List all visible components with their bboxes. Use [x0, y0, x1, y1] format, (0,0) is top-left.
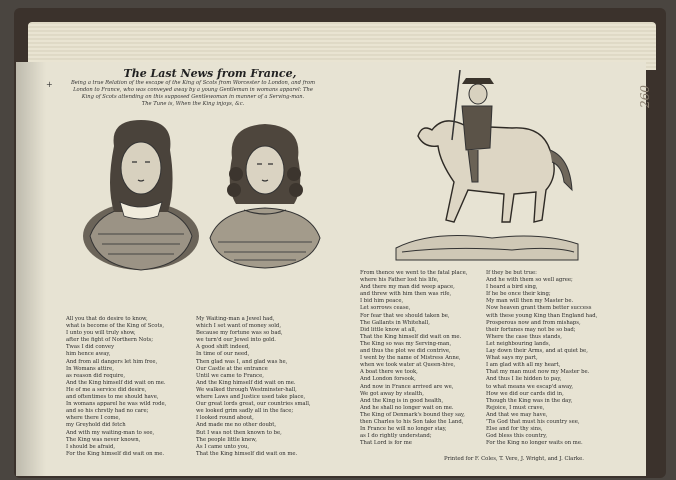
- verse-line: For the King himself did wait on me.: [66, 450, 165, 457]
- verse-line: My Waiting-man a Jewel had,: [196, 316, 275, 322]
- verse-line: Now heaven grant them better success: [486, 305, 592, 312]
- verse-line: In time of our need,: [196, 351, 250, 358]
- verse-line: Did little know at all,: [360, 326, 417, 333]
- verse-line: In France he will no longer stay,: [360, 426, 447, 433]
- verse-line: Else and for thy sins,: [486, 426, 543, 433]
- verse-line: 'Tis God that must his country see,: [486, 418, 580, 425]
- verse-line: And he with them so well agree;: [486, 277, 573, 284]
- verse-line: For the King no longer waits on me.: [486, 440, 583, 447]
- verse-line: And thus I lie hidden to pay,: [486, 376, 562, 383]
- verse-line: Lay down their Arms, and at quiet be,: [486, 348, 588, 355]
- verse-line: That the King himself did wait on me.: [196, 450, 298, 457]
- verse-line: And made me no other doubt,: [196, 422, 277, 429]
- verse-line: In womans apparel he was wild rode,: [66, 401, 167, 408]
- verse-line: Twas I did convey: [66, 344, 115, 351]
- verse-line: Prosperous now and from mishaps,: [486, 319, 581, 326]
- verse-line: The King so was my Serving-man,: [360, 340, 452, 347]
- verse-line: What says my part,: [486, 355, 538, 362]
- verse-line: and oftentimes to me should have,: [66, 394, 159, 401]
- verse-line: If he be once their king;: [486, 291, 551, 298]
- verse-line: All you that do desire to know,: [66, 316, 148, 322]
- verse-line: as reason did require,: [66, 372, 126, 379]
- verse-line: And the King himself did wait on me.: [196, 379, 296, 386]
- folio-number: 260: [638, 85, 652, 108]
- verse-line: I am glad with all my heart,: [486, 362, 561, 369]
- verse-line: their fortunes may not be so bad;: [486, 326, 576, 333]
- verse-line: In Womans attire,: [66, 365, 114, 372]
- verse-line: The Gallants in Whitehall,: [360, 319, 430, 326]
- verse-line: Then glad was I, and glad was he,: [196, 358, 288, 365]
- verse-line: Because my fortune was so bad,: [196, 330, 283, 337]
- verse-line: The people little knew,: [196, 436, 257, 443]
- verse-line: what is become of the King of Scots,: [66, 323, 165, 330]
- verse-line: and threw with him then was rife,: [360, 291, 452, 298]
- verse-line: And now in France arrived are we,: [360, 383, 454, 390]
- verse-line: Let sorrows cease,: [360, 305, 411, 312]
- verse-line: I should be afraid,: [66, 443, 116, 450]
- verse-line: which I set want of money sold,: [196, 323, 282, 330]
- verse-line: Until we came to France,: [196, 372, 264, 379]
- verse-line: to what means we escap'd away,: [486, 383, 574, 390]
- verse-line: him hence away,: [66, 351, 111, 358]
- verse-line: And from all dangers let him free,: [66, 358, 158, 365]
- king-portrait-woodcut: [80, 116, 202, 272]
- verse-line: I looked round about,: [196, 415, 254, 422]
- verse-line: I unto you will truly show,: [66, 330, 136, 337]
- verse-line: I bid him peace,: [360, 298, 404, 305]
- verse-column-1: [66, 316, 166, 458]
- subtitle-line: King of Scots attending on this supposed Gentlewoman in manner of a Serving-man.: [81, 94, 305, 100]
- subtitle-line: The Tune is, When the King injoys, &c.: [141, 101, 245, 107]
- verse-line: and thus the plot we did contrive,: [360, 348, 451, 355]
- verse-line: Where the case thus stands,: [486, 333, 562, 340]
- verse-line: we looked grim sadly all in the face;: [196, 408, 294, 415]
- subtitle-line: London to France, who was conveyed away by a young Gentleman in womans apparel: The: [73, 87, 313, 93]
- verse-line: As I came unto you,: [196, 443, 250, 450]
- verse-line: after the fight of Northern Nots;: [66, 337, 154, 344]
- ballad-title: The Last News from France,: [123, 67, 297, 80]
- verse-line: If they be but true:: [486, 270, 537, 276]
- verse-line: Let neighbouring lands,: [486, 340, 551, 347]
- verse-line: as I do rightly understand;: [360, 433, 432, 440]
- verse-line: That Lord is for me: [360, 440, 412, 447]
- verse-line: The King was never known,: [66, 436, 141, 443]
- verse-line: I heard a bird sing,: [486, 284, 538, 291]
- verse-column-4: [486, 270, 597, 447]
- verse-line: And London forsook,: [360, 376, 416, 383]
- verse-line: The King of Denmark's bound they say,: [360, 411, 465, 418]
- verse-line: From thence we went to the fatal place,: [360, 270, 468, 276]
- cross-mark: +: [46, 80, 53, 89]
- horseman-woodcut: [392, 70, 580, 266]
- verse-line: where there I come,: [66, 415, 121, 422]
- verse-line: Rejoice, I must crave,: [486, 404, 545, 411]
- verse-line: and so his chrstly had no care;: [66, 408, 149, 415]
- verse-line: where Laws and Justice used take place,: [196, 394, 306, 401]
- verse-line: when we took water at Queen-hive,: [360, 362, 456, 369]
- verse-line: My man will then my Master be.: [486, 298, 574, 305]
- subtitle-line: Being a true Relation of the escape of the King of Scots from Worcester to London, and from: [70, 80, 316, 86]
- verse-line: And that we may have,: [486, 411, 548, 418]
- verse-line: A boat there we took,: [360, 369, 418, 376]
- verse-line: where his Father lost his life,: [360, 277, 439, 284]
- lady-portrait-woodcut: [204, 118, 326, 270]
- ballad-subtitle: [58, 80, 328, 108]
- verse-line: God bless this country,: [486, 433, 548, 440]
- verse-line: For fear that we should taken be,: [360, 312, 450, 319]
- imprint-line: Printed for F. Coles, T. Vere, J. Wright, and J. Clarke.: [444, 456, 584, 462]
- verse-line: Our great lords great, our countries small,: [196, 401, 311, 408]
- verse-line: We got away by stealth,: [360, 390, 424, 397]
- verse-line: Our Castle at the entrance: [196, 365, 268, 372]
- verse-line: we turn'd our Jewel into gold.: [196, 337, 276, 344]
- verse-line: And the King is in good health,: [360, 397, 444, 404]
- verse-line: That my man must now my Master be.: [486, 369, 590, 376]
- verse-line: He of me a service did desire,: [66, 386, 147, 393]
- verse-line: I went by the name of Mistress Anne,: [360, 355, 461, 362]
- verse-line: But I was not then known to be,: [196, 429, 282, 436]
- verse-line: We walked through Westminster-hall,: [196, 386, 297, 393]
- verse-line: And there my man did weep apace,: [360, 284, 455, 291]
- verse-line: with these young King than England had,: [486, 312, 598, 319]
- verse-line: And the King himself did wait on me.: [66, 379, 166, 386]
- verse-line: That the King himself did wait on me.: [360, 333, 462, 340]
- verse-column-2: [196, 316, 311, 458]
- verse-line: Though the King was in the day,: [486, 397, 573, 404]
- verse-line: And with my waiting-man to see,: [66, 429, 155, 436]
- verse-line: then Charles to his Son take the Land,: [360, 418, 464, 425]
- verse-column-3: [360, 270, 467, 447]
- verse-line: How we did our cards did in,: [486, 390, 564, 397]
- verse-line: And he shall no longer wait on me.: [360, 404, 454, 411]
- gutter-shadow: [16, 62, 46, 476]
- verse-line: my Greyhold did fetch: [66, 422, 126, 429]
- verse-line: A good shift indeed,: [196, 344, 250, 351]
